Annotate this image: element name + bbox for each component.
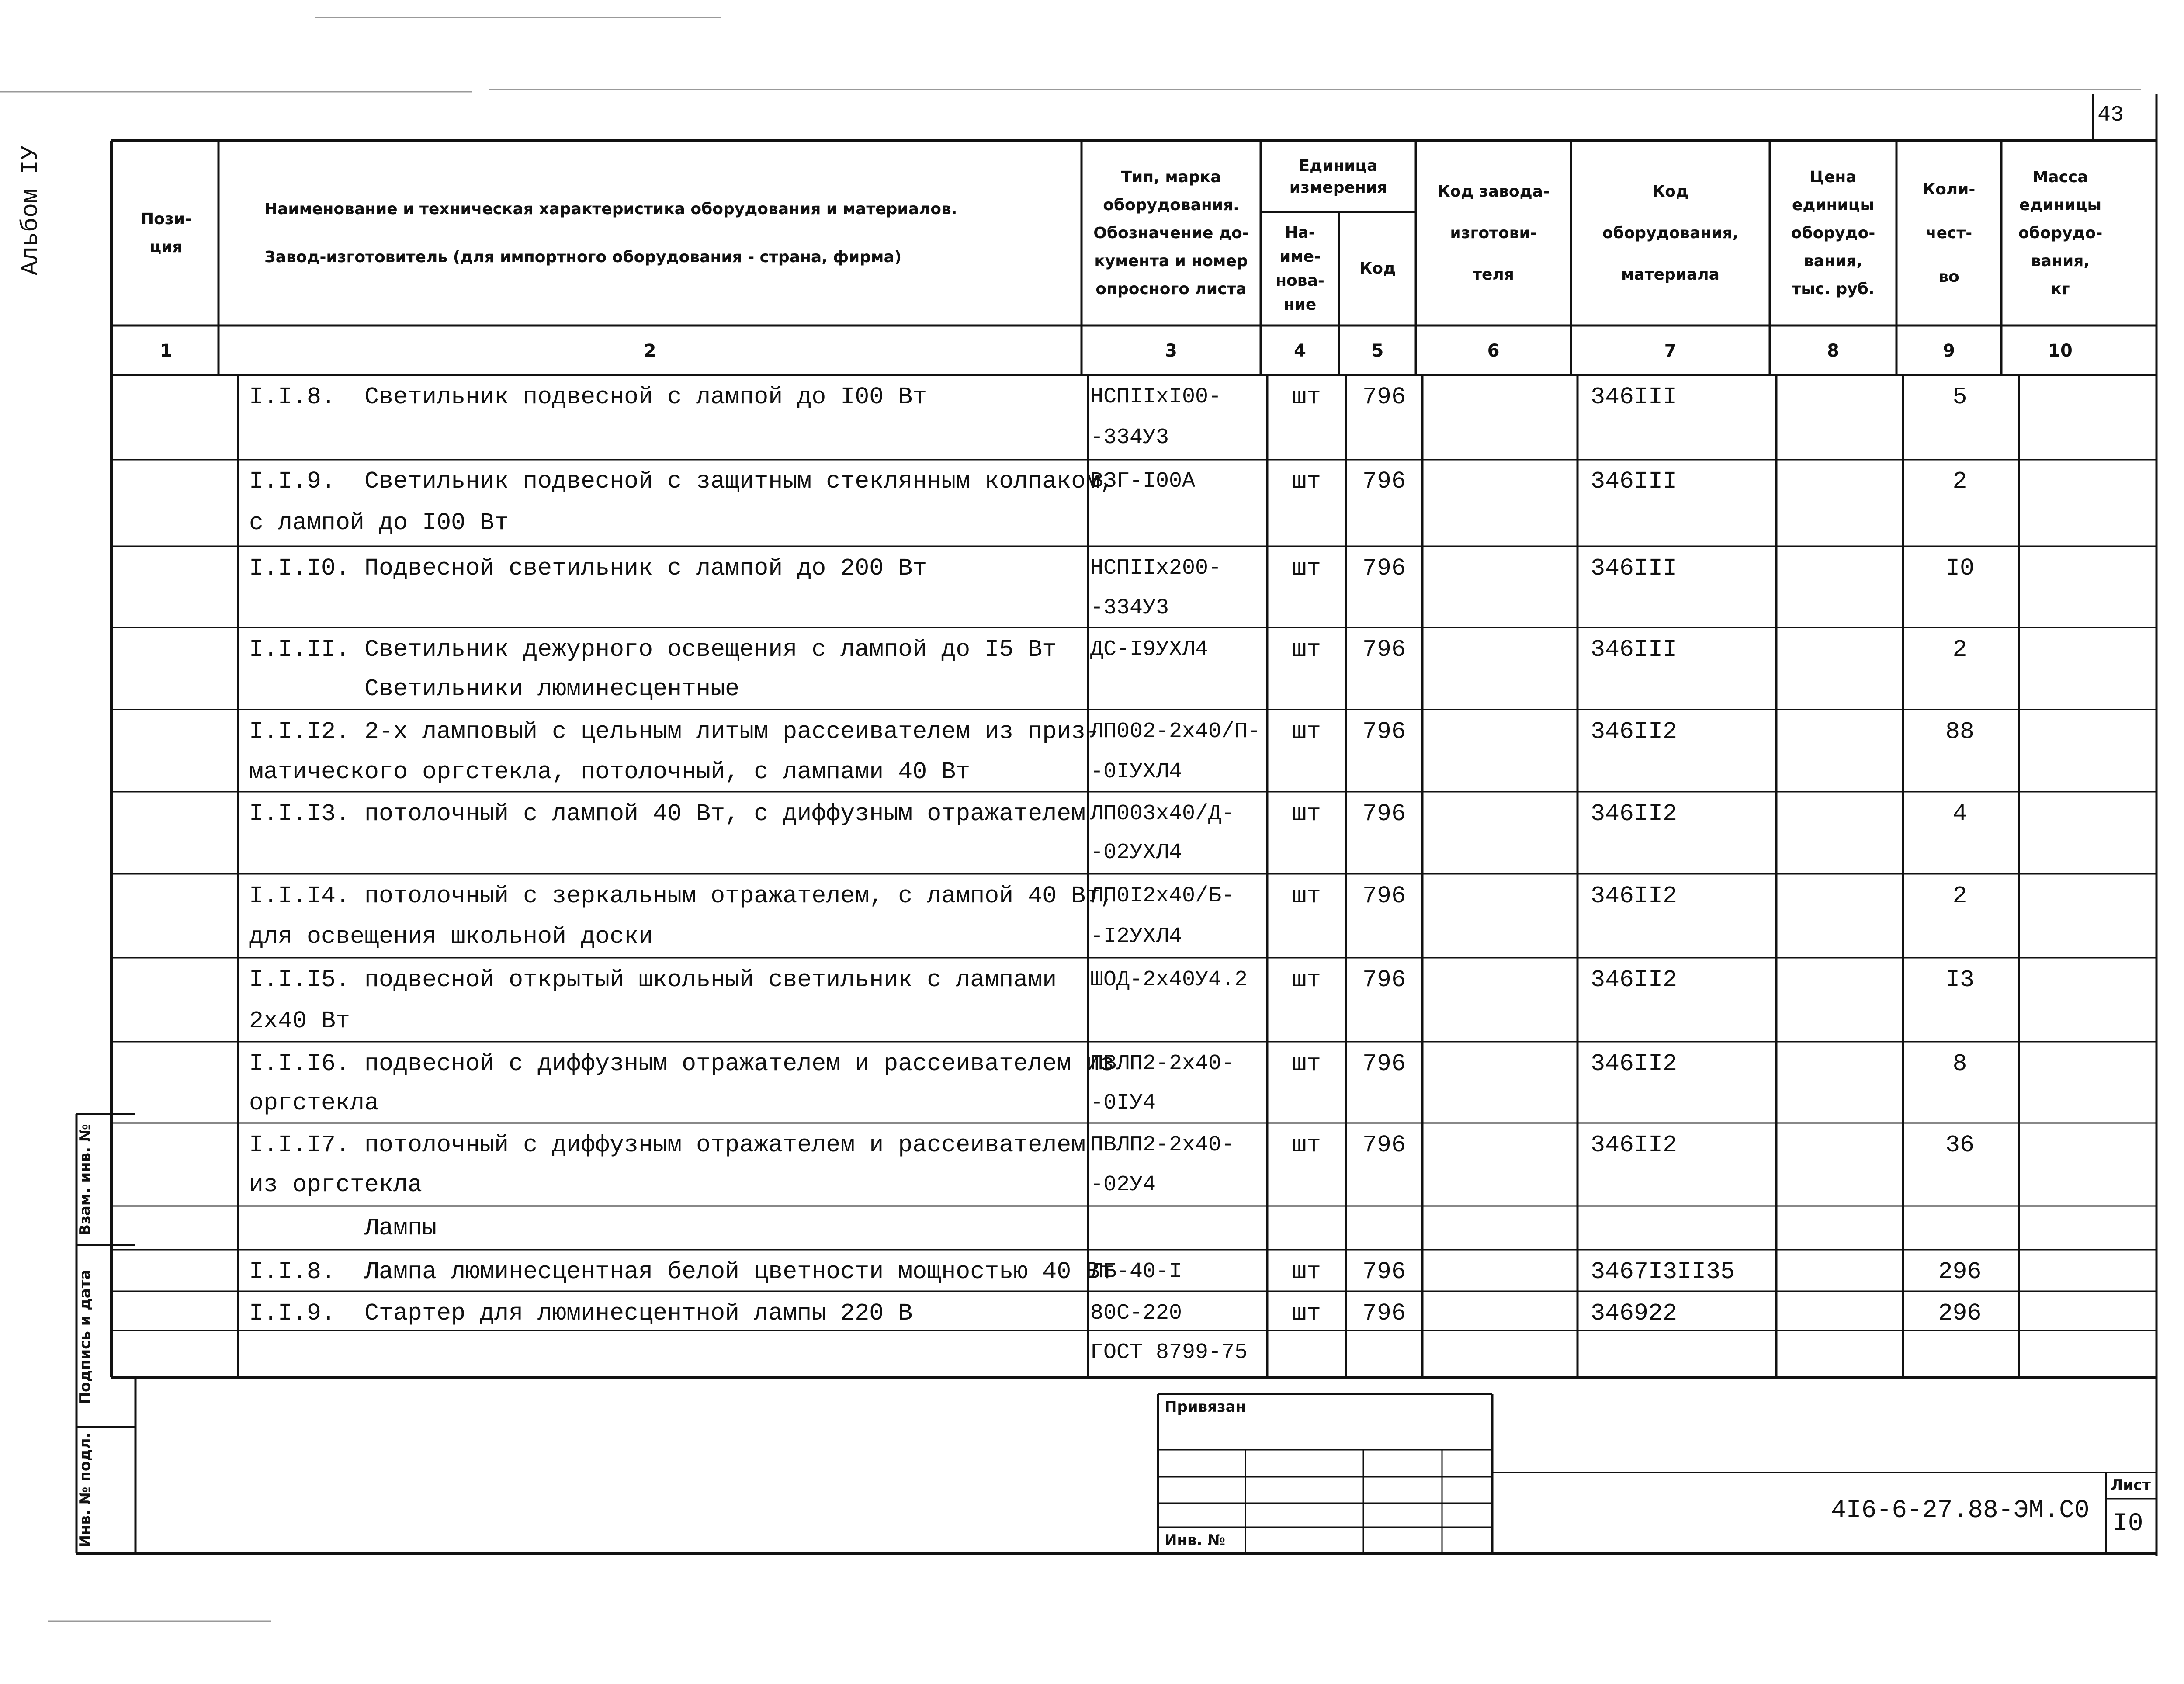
row-17-qty: 8 <box>1952 1050 1967 1078</box>
header-col3-line1: Тип, марка <box>1121 168 1221 186</box>
row-12-code <box>1348 832 1420 873</box>
row-24-code <box>1348 1332 1420 1372</box>
side-label-inv-podl: Инв. № подл. <box>76 1432 94 1548</box>
row-17-type: ПВЛП2-2х40- <box>1090 1051 1235 1076</box>
row-6-type: -334У3 <box>1090 595 1169 620</box>
side-label-vzam: Взам. инв. № <box>76 1124 94 1236</box>
row-6-code <box>1348 588 1420 628</box>
header-col6-line1: Код завода- <box>1437 183 1550 201</box>
sheet-label: Лист <box>2111 1476 2151 1494</box>
row-11-name: I.I.I3. потолочный с лампой 40 Вт, с диффузным отражателем <box>249 800 1086 828</box>
row-1-name: I.I.8. Светильник подвесной с лампой до I00 Вт <box>249 383 927 411</box>
colnum-3: 3 <box>1165 340 1177 361</box>
row-3-mat: 346III <box>1591 467 1678 495</box>
row-4-unit <box>1269 502 1344 543</box>
row-22-qty: 296 <box>1938 1258 1982 1286</box>
row-19-name: I.I.I7. потолочный с диффузным отражателем и рассеивателем <box>249 1131 1086 1159</box>
row-3-qty: 2 <box>1952 467 1967 495</box>
header-col7-line1: Код <box>1652 183 1689 201</box>
colnum-2: 2 <box>644 340 656 361</box>
header-col10-line4: вания, <box>2031 252 2090 270</box>
colnum-4: 4 <box>1294 340 1306 361</box>
row-21-code <box>1348 1208 1420 1248</box>
row-18-code <box>1348 1083 1420 1123</box>
header-col2 <box>221 141 1079 326</box>
row-4-qty <box>1905 502 2014 543</box>
row-20-qty <box>1905 1164 2014 1205</box>
header-col7-line2: оборудования, <box>1602 224 1739 242</box>
row-11-qty: 4 <box>1952 800 1967 828</box>
row-22-code: 796 <box>1362 1258 1406 1286</box>
row-7-qty: 2 <box>1952 635 1967 663</box>
header-col2-line1: Наименование и техническая характеристика оборудования и материалов. <box>264 200 957 218</box>
row-19-unit: шт <box>1292 1131 1321 1159</box>
header-col6 <box>1418 141 1569 326</box>
row-18-name: оргстекла <box>249 1089 379 1117</box>
row-21-type <box>1090 1208 1265 1248</box>
row-18-mat <box>1591 1083 1774 1123</box>
row-15-qty: I3 <box>1945 966 1974 994</box>
row-2-unit <box>1269 417 1344 457</box>
row-13-code: 796 <box>1362 882 1406 910</box>
header-col2-line2: Завод-изготовитель (для импортного оборудования - страна, фирма) <box>264 248 902 266</box>
header-col3-line3: Обозначение до- <box>1093 224 1249 242</box>
header-col3-line2: оборудования. <box>1103 196 1239 214</box>
row-18-unit <box>1269 1083 1344 1123</box>
row-17-name: I.I.I6. подвесной с диффузным отражателем и рассеивателем из <box>249 1050 1115 1078</box>
header-col3-line4: кумента и номер <box>1094 252 1248 270</box>
row-20-name: из оргстекла <box>249 1171 423 1199</box>
row-22-unit: шт <box>1292 1258 1321 1286</box>
row-11-type: ЛП003х40/Д- <box>1090 801 1235 826</box>
row-22-name: I.I.8. Лампа люминесцентная белой цветности мощностью 40 Вт <box>249 1258 1115 1286</box>
row-15-mat: 346II2 <box>1591 966 1678 994</box>
header-col8-line2: единицы <box>1792 196 1875 214</box>
row-13-qty: 2 <box>1952 882 1967 910</box>
row-6-name <box>249 588 1084 628</box>
row-15-code: 796 <box>1362 966 1406 994</box>
header-col5 <box>1342 214 1414 323</box>
row-16-code <box>1348 1001 1420 1041</box>
row-18-qty <box>1905 1083 2014 1123</box>
row-6-qty <box>1905 588 2014 628</box>
row-1-code: 796 <box>1362 383 1406 411</box>
row-11-code: 796 <box>1362 800 1406 828</box>
row-24-unit <box>1269 1332 1344 1372</box>
row-15-name: I.I.I5. подвесной открытый школьный светильник с лампами <box>249 966 1057 994</box>
row-20-code <box>1348 1164 1420 1205</box>
header-col9-line2: чест- <box>1925 224 1973 242</box>
row-7-type: ДС-I9УХЛ4 <box>1090 637 1209 662</box>
row-14-qty <box>1905 916 2014 956</box>
row-4-code <box>1348 502 1420 543</box>
row-21-unit <box>1269 1208 1344 1248</box>
row-12-unit <box>1269 832 1344 873</box>
header-col5-text: Код <box>1359 260 1396 277</box>
side-label-podpis: Подпись и дата <box>76 1269 94 1405</box>
row-10-type: -0IУХЛ4 <box>1090 759 1182 784</box>
row-17-mat: 346II2 <box>1591 1050 1678 1078</box>
header-col4-line4: ние <box>1283 296 1317 314</box>
header-col8-line5: тыс. руб. <box>1792 280 1875 298</box>
row-10-name: матического оргстекла, потолочный, с лампами 40 Вт <box>249 758 971 786</box>
row-23-type: 80С-220 <box>1090 1300 1182 1326</box>
row-11-unit: шт <box>1292 800 1321 828</box>
header-unit-line1: Единица <box>1299 157 1378 175</box>
row-7-unit: шт <box>1292 635 1321 663</box>
row-24-type: ГОСТ 8799-75 <box>1090 1340 1248 1365</box>
row-3-name: I.I.9. Светильник подвесной с защитным стеклянным колпаком, <box>249 467 1115 495</box>
row-4-mat <box>1591 502 1774 543</box>
row-23-qty: 296 <box>1938 1299 1982 1327</box>
row-15-unit: шт <box>1292 966 1321 994</box>
colnum-7: 7 <box>1664 340 1677 361</box>
header-col10-line1: Масса <box>2032 168 2088 186</box>
row-1-unit: шт <box>1292 383 1321 411</box>
row-13-unit: шт <box>1292 882 1321 910</box>
row-14-unit <box>1269 916 1344 956</box>
page-number: 43 <box>2097 103 2124 128</box>
row-10-code <box>1348 752 1420 792</box>
colnum-9: 9 <box>1943 340 1955 361</box>
colnum-1: 1 <box>160 340 172 361</box>
header-col1-line1: Пози- <box>141 210 191 228</box>
row-5-code: 796 <box>1362 554 1406 582</box>
row-7-name: I.I.II. Светильник дежурного освещения с лампой до I5 Вт <box>249 635 1057 663</box>
row-16-qty <box>1905 1001 2014 1041</box>
row-4-type <box>1090 502 1265 543</box>
header-col10-line2: единицы <box>2019 196 2102 214</box>
row-16-name: 2х40 Вт <box>249 1007 350 1035</box>
row-12-type: -02УХЛ4 <box>1090 840 1182 865</box>
row-17-code: 796 <box>1362 1050 1406 1078</box>
row-19-mat: 346II2 <box>1591 1131 1678 1159</box>
header-col6-line3: теля <box>1473 266 1514 284</box>
header-col8-line1: Цена <box>1810 168 1857 186</box>
row-19-qty: 36 <box>1945 1131 1974 1159</box>
header-col6-line2: изготови- <box>1450 224 1537 242</box>
row-10-unit <box>1269 752 1344 792</box>
row-13-name: I.I.I4. потолочный с зеркальным отражателем, с лампой 40 Вт, <box>249 882 1115 910</box>
row-3-code: 796 <box>1362 467 1406 495</box>
row-19-code: 796 <box>1362 1131 1406 1159</box>
row-4-name: с лампой до I00 Вт <box>249 509 509 537</box>
header-col4 <box>1263 214 1337 323</box>
row-8-code <box>1348 669 1420 709</box>
row-12-qty <box>1905 832 2014 873</box>
row-9-unit: шт <box>1292 717 1321 745</box>
row-3-unit: шт <box>1292 467 1321 495</box>
row-8-mat <box>1591 669 1774 709</box>
row-22-type: ЛБ-40-I <box>1090 1259 1182 1284</box>
row-21-qty <box>1905 1208 2014 1248</box>
row-23-name: I.I.9. Стартер для люминесцентной лампы 220 В <box>249 1299 913 1327</box>
header-col8-line3: оборудо- <box>1791 224 1875 242</box>
header-col9 <box>1899 141 1999 326</box>
header-unit-line2: измерения <box>1289 179 1387 197</box>
row-12-name <box>249 832 1084 873</box>
header-col8 <box>1772 141 1894 326</box>
row-24-qty <box>1905 1332 2014 1372</box>
row-13-mat: 346II2 <box>1591 882 1678 910</box>
row-9-name: I.I.I2. 2-х ламповый с цельным литым рассеивателем из приз- <box>249 717 1100 745</box>
row-9-code: 796 <box>1362 717 1406 745</box>
row-10-qty <box>1905 752 2014 792</box>
header-unit <box>1263 144 1414 210</box>
colnum-8: 8 <box>1827 340 1839 361</box>
row-8-type <box>1090 669 1265 709</box>
album-label: Альбом IУ <box>17 145 45 276</box>
row-20-type: -02У4 <box>1090 1172 1156 1197</box>
header-col10 <box>2004 141 2117 326</box>
header-col9-line1: Коли- <box>1922 180 1976 198</box>
header-col4-line3: нова- <box>1276 272 1324 290</box>
row-5-mat: 346III <box>1591 554 1678 582</box>
row-14-mat <box>1591 916 1774 956</box>
header-col7-line3: материала <box>1621 266 1719 284</box>
header-col3 <box>1084 141 1258 326</box>
row-5-name: I.I.I0. Подвесной светильник с лампой до 200 Вт <box>249 554 927 582</box>
header-col10-line5: кг <box>2051 280 2070 298</box>
row-8-qty <box>1905 669 2014 709</box>
row-5-type: НСПIIх200- <box>1090 555 1222 581</box>
row-12-mat <box>1591 832 1774 873</box>
row-8-name: Светильники люминесцентные <box>249 675 740 703</box>
colnum-6: 6 <box>1487 340 1500 361</box>
header-col8-line4: вания, <box>1804 252 1862 270</box>
row-3-type: ВЗГ-I00А <box>1090 468 1196 494</box>
header-col4-line1: На- <box>1285 224 1315 242</box>
row-7-mat: 346III <box>1591 635 1678 663</box>
row-9-type: ЛП002-2х40/П- <box>1090 719 1261 744</box>
row-5-qty: I0 <box>1945 554 1974 582</box>
row-17-unit: шт <box>1292 1050 1321 1078</box>
header-col10-line3: оборудо- <box>2018 224 2103 242</box>
row-13-type: ЛП0I2х40/Б- <box>1090 883 1235 908</box>
header-col9-line3: во <box>1938 267 1959 286</box>
header-col3-line5: опросного листа <box>1095 280 1247 298</box>
row-8-unit <box>1269 669 1344 709</box>
row-9-qty: 88 <box>1945 717 1974 745</box>
row-23-mat: 346922 <box>1591 1299 1678 1327</box>
row-19-type: ПВЛП2-2х40- <box>1090 1132 1235 1157</box>
row-24-mat <box>1591 1332 1774 1372</box>
sheet-number: I0 <box>2113 1510 2143 1538</box>
header-col7 <box>1573 141 1768 326</box>
row-2-code <box>1348 417 1420 457</box>
row-18-type: -0IУ4 <box>1090 1090 1156 1116</box>
row-24-name <box>249 1332 1084 1372</box>
row-5-unit: шт <box>1292 554 1321 582</box>
colnum-10: 10 <box>2048 340 2073 361</box>
document-code: 4I6-6-27.88-ЭМ.С0 <box>1831 1497 2090 1525</box>
row-20-unit <box>1269 1164 1344 1205</box>
row-6-mat <box>1591 588 1774 628</box>
row-9-mat: 346II2 <box>1591 717 1678 745</box>
row-1-qty: 5 <box>1952 383 1967 411</box>
row-15-type: ШОД-2х40У4.2 <box>1090 967 1248 992</box>
row-11-mat: 346II2 <box>1591 800 1678 828</box>
row-20-mat <box>1591 1164 1774 1205</box>
stamp-privyazan: Привязан <box>1165 1398 1246 1416</box>
row-7-code: 796 <box>1362 635 1406 663</box>
row-22-mat: 3467I3II35 <box>1591 1258 1735 1286</box>
row-23-code: 796 <box>1362 1299 1406 1327</box>
row-21-name: Лампы <box>249 1214 437 1242</box>
row-16-mat <box>1591 1001 1774 1041</box>
row-10-mat <box>1591 752 1774 792</box>
row-1-mat: 346III <box>1591 383 1678 411</box>
row-2-qty <box>1905 417 2014 457</box>
colnum-5: 5 <box>1371 340 1384 361</box>
header-col1-line2: ция <box>149 238 183 256</box>
row-16-type <box>1090 1001 1265 1041</box>
header-col1 <box>114 141 218 326</box>
row-21-mat <box>1591 1208 1774 1248</box>
row-6-unit <box>1269 588 1344 628</box>
row-2-type: -334У3 <box>1090 425 1169 450</box>
row-23-unit: шт <box>1292 1299 1321 1327</box>
row-16-unit <box>1269 1001 1344 1041</box>
row-14-type: -I2УХЛ4 <box>1090 924 1182 949</box>
row-2-mat <box>1591 417 1774 457</box>
row-2-name <box>249 417 1084 457</box>
header-col4-line2: име- <box>1279 248 1321 266</box>
row-14-name: для освещения школьной доски <box>249 922 653 950</box>
row-14-code <box>1348 916 1420 956</box>
stamp-inv-no: Инв. № <box>1165 1532 1226 1549</box>
row-1-type: НСПIIхI00- <box>1090 384 1222 409</box>
